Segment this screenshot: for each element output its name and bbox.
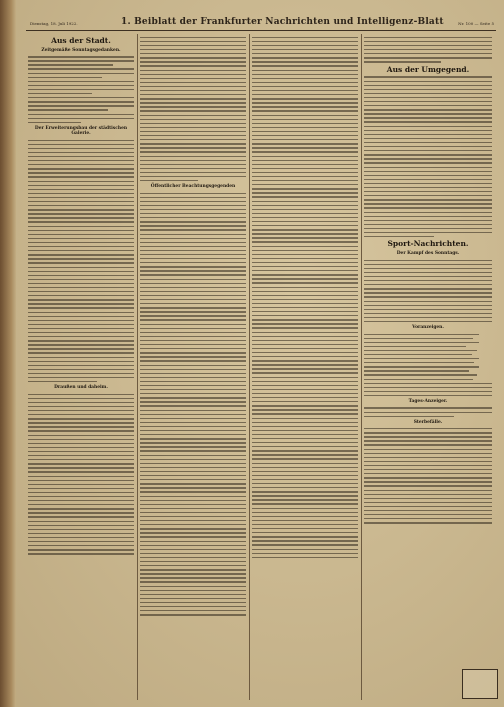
article-title-voranzeigen: Voranzeigen. <box>412 325 444 331</box>
header-rule <box>26 30 496 31</box>
header-title: 1. Beiblatt der Frankfurter Nachrichten und Intelligenz-Blatt <box>121 17 444 27</box>
death-notices <box>364 428 492 523</box>
header-page-number: Nr. 100 — Seite 5 <box>458 21 494 26</box>
article-title-tages-anzeiger: Tages-Anzeiger. <box>408 399 448 405</box>
article-body-9 <box>364 260 492 323</box>
article-title-public: Öffentlicher Beachtungsgegenden <box>150 184 236 190</box>
column-rule <box>137 34 138 700</box>
column-rule <box>361 34 362 700</box>
article-title-sunday-match: Der Kampf des Sonntags. <box>396 251 460 257</box>
column-2 <box>140 34 246 700</box>
article-body-7 <box>364 37 492 63</box>
page-header <box>26 14 496 30</box>
results-list <box>364 334 492 397</box>
article-title-gallery: Der Erweiterungsbau der städtischen Galerie. <box>34 126 128 137</box>
article-body-8 <box>364 76 492 237</box>
column-1 <box>28 34 134 700</box>
article-title-sunday-thoughts: Zeitgemäße Sonntagsgedanken. <box>41 48 121 53</box>
article-title-outside: Draußen und daheim. <box>54 385 108 391</box>
column-4 <box>364 34 492 700</box>
article-body-3 <box>28 394 134 555</box>
header-date: Dienstag, 18. Juli 1922. <box>30 21 78 26</box>
section-title-sports: Sport-Nachrichten. <box>387 239 469 249</box>
archive-stamp <box>462 669 498 699</box>
article-body-6 <box>252 37 358 558</box>
column-rule <box>249 34 250 700</box>
column-3 <box>252 34 358 700</box>
section-title-region: Aus der Umgegend. <box>386 64 470 74</box>
section-title-city: Aus der Stadt. <box>51 36 111 45</box>
article-title-deaths: Sterbefälle. <box>413 419 443 425</box>
article-body-10 <box>364 407 492 416</box>
article-body-5 <box>140 193 246 616</box>
page-binding <box>0 0 16 707</box>
article-body-2 <box>28 140 134 383</box>
article-body-4 <box>140 37 246 182</box>
article-body-1 <box>28 56 134 123</box>
